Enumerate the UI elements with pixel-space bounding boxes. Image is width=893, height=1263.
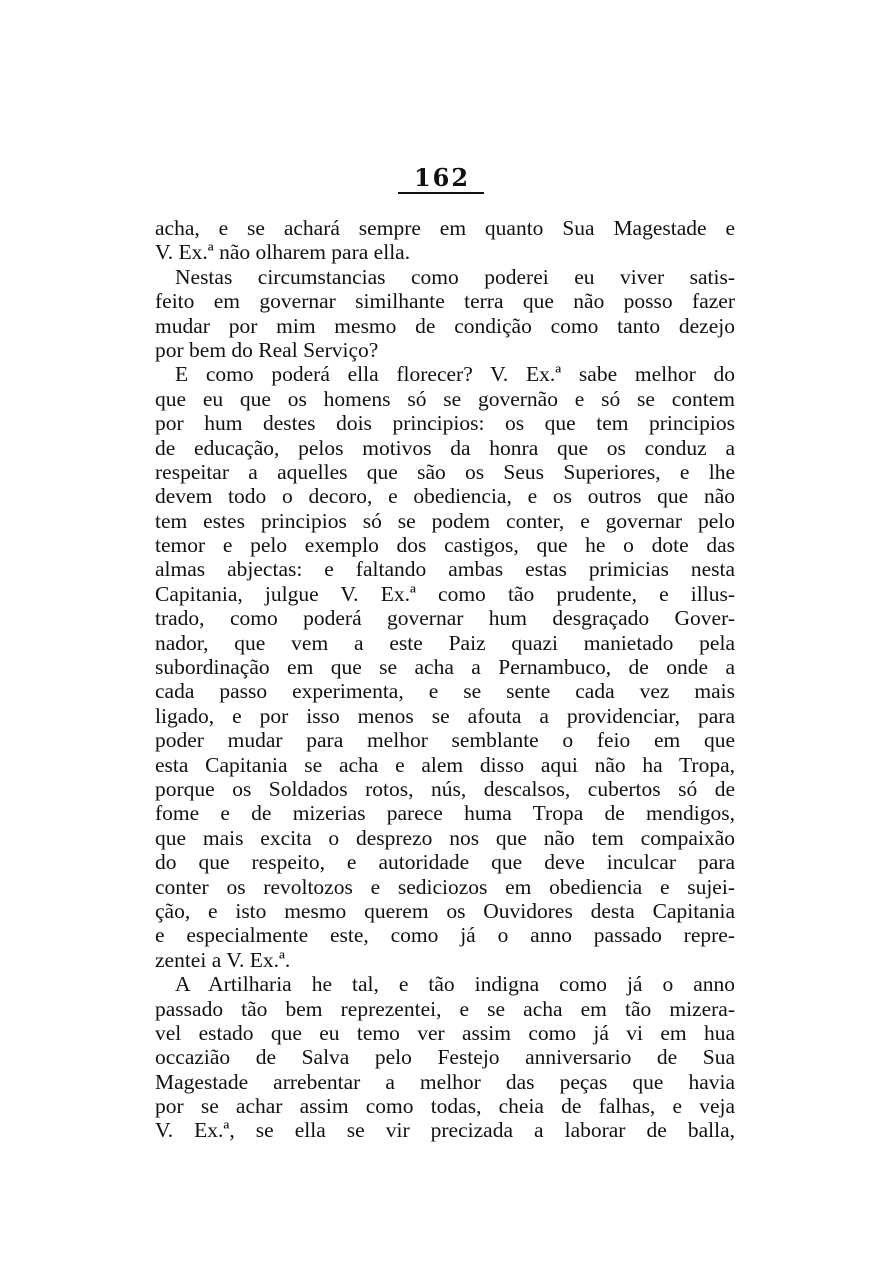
text-line: por bem do Real Serviço? xyxy=(155,337,379,362)
text-line: almas abjectas: e faltando ambas estas primicias nesta xyxy=(155,557,735,582)
text-line: occazião de Salva pelo Festejo anniversario de Sua xyxy=(155,1045,735,1070)
text-line: V. Ex.ª não olharem para ella. xyxy=(155,240,411,265)
text-line: mudar por mim mesmo de condição como tanto dezejo xyxy=(155,313,735,338)
text-line: fome e de mizerias parece huma Tropa de mendigos, xyxy=(155,801,735,826)
text-line: trado, como poderá governar hum desgraçado Gover- xyxy=(155,606,735,631)
text-line: ção, e isto mesmo querem os Ouvidores desta Capitania xyxy=(155,898,735,923)
text-line: poder mudar para melhor semblante o feio em que xyxy=(155,728,735,753)
text-line: subordinação em que se acha a Pernambuco, de onde a xyxy=(155,655,735,680)
text-line: vel estado que eu temo ver assim como já vi em hua xyxy=(155,1020,735,1045)
text-line: nador, que vem a este Paiz quazi manietado pela xyxy=(155,630,735,655)
text-line: E como poderá ella florecer? V. Ex.ª sabe melhor do xyxy=(175,362,735,387)
text-line: de educação, pelos motivos da honra que os conduz a xyxy=(155,435,735,460)
text-line: e especialmente este, como já o anno passado repre- xyxy=(155,923,735,948)
page-number: 162 xyxy=(413,163,471,192)
text-line: por hum destes dois principios: os que tem principios xyxy=(155,411,735,436)
body-text xyxy=(155,216,735,1143)
text-line: V. Ex.ª, se ella se vir precizada a laborar de balla, xyxy=(155,1118,735,1143)
text-line: acha, e se achará sempre em quanto Sua Magestade e xyxy=(155,216,735,240)
page-number-rule xyxy=(398,192,484,194)
text-line: feito em governar similhante terra que não posso fazer xyxy=(155,289,735,314)
text-line: do que respeito, e autoridade que deve inculcar para xyxy=(155,850,735,875)
text-line: que eu que os homens só se governão e só se contem xyxy=(155,386,735,411)
text-line: temor e pelo exemplo dos castigos, que he o dote das xyxy=(155,533,735,558)
text-line: que mais excita o desprezo nos que não tem compaixão xyxy=(155,825,735,850)
text-line: esta Capitania se acha e alem disso aqui não ha Tropa, xyxy=(155,752,735,777)
text-line: por se achar assim como todas, cheia de falhas, e veja xyxy=(155,1094,735,1119)
text-line: zentei a V. Ex.ª. xyxy=(155,947,291,972)
text-line: passado tão bem reprezentei, e se acha em tão mizera- xyxy=(155,996,735,1021)
text-line: tem estes principios só se podem conter, e governar pelo xyxy=(155,508,735,533)
text-line: respeitar a aquelles que são os Seus Superiores, e lhe xyxy=(155,459,735,484)
text-line: ligado, e por isso menos se afouta a providenciar, para xyxy=(155,703,735,728)
text-line: conter os revoltozos e sediciozos em obediencia e sujei- xyxy=(155,874,735,899)
text-line: Magestade arrebentar a melhor das peças que havia xyxy=(155,1069,735,1094)
text-line: Capitania, julgue V. Ex.ª como tão prudente, e illus- xyxy=(155,581,735,606)
text-line: Nestas circumstancias como poderei eu viver satis- xyxy=(175,264,735,289)
text-line: cada passo experimenta, e se sente cada vez mais xyxy=(155,679,735,704)
text-line: devem todo o decoro, e obediencia, e os outros que não xyxy=(155,484,735,509)
text-line: A Artilharia he tal, e tão indigna como já o anno xyxy=(175,972,735,997)
text-line: porque os Soldados rotos, nús, descalsos, cubertos só de xyxy=(155,776,735,801)
